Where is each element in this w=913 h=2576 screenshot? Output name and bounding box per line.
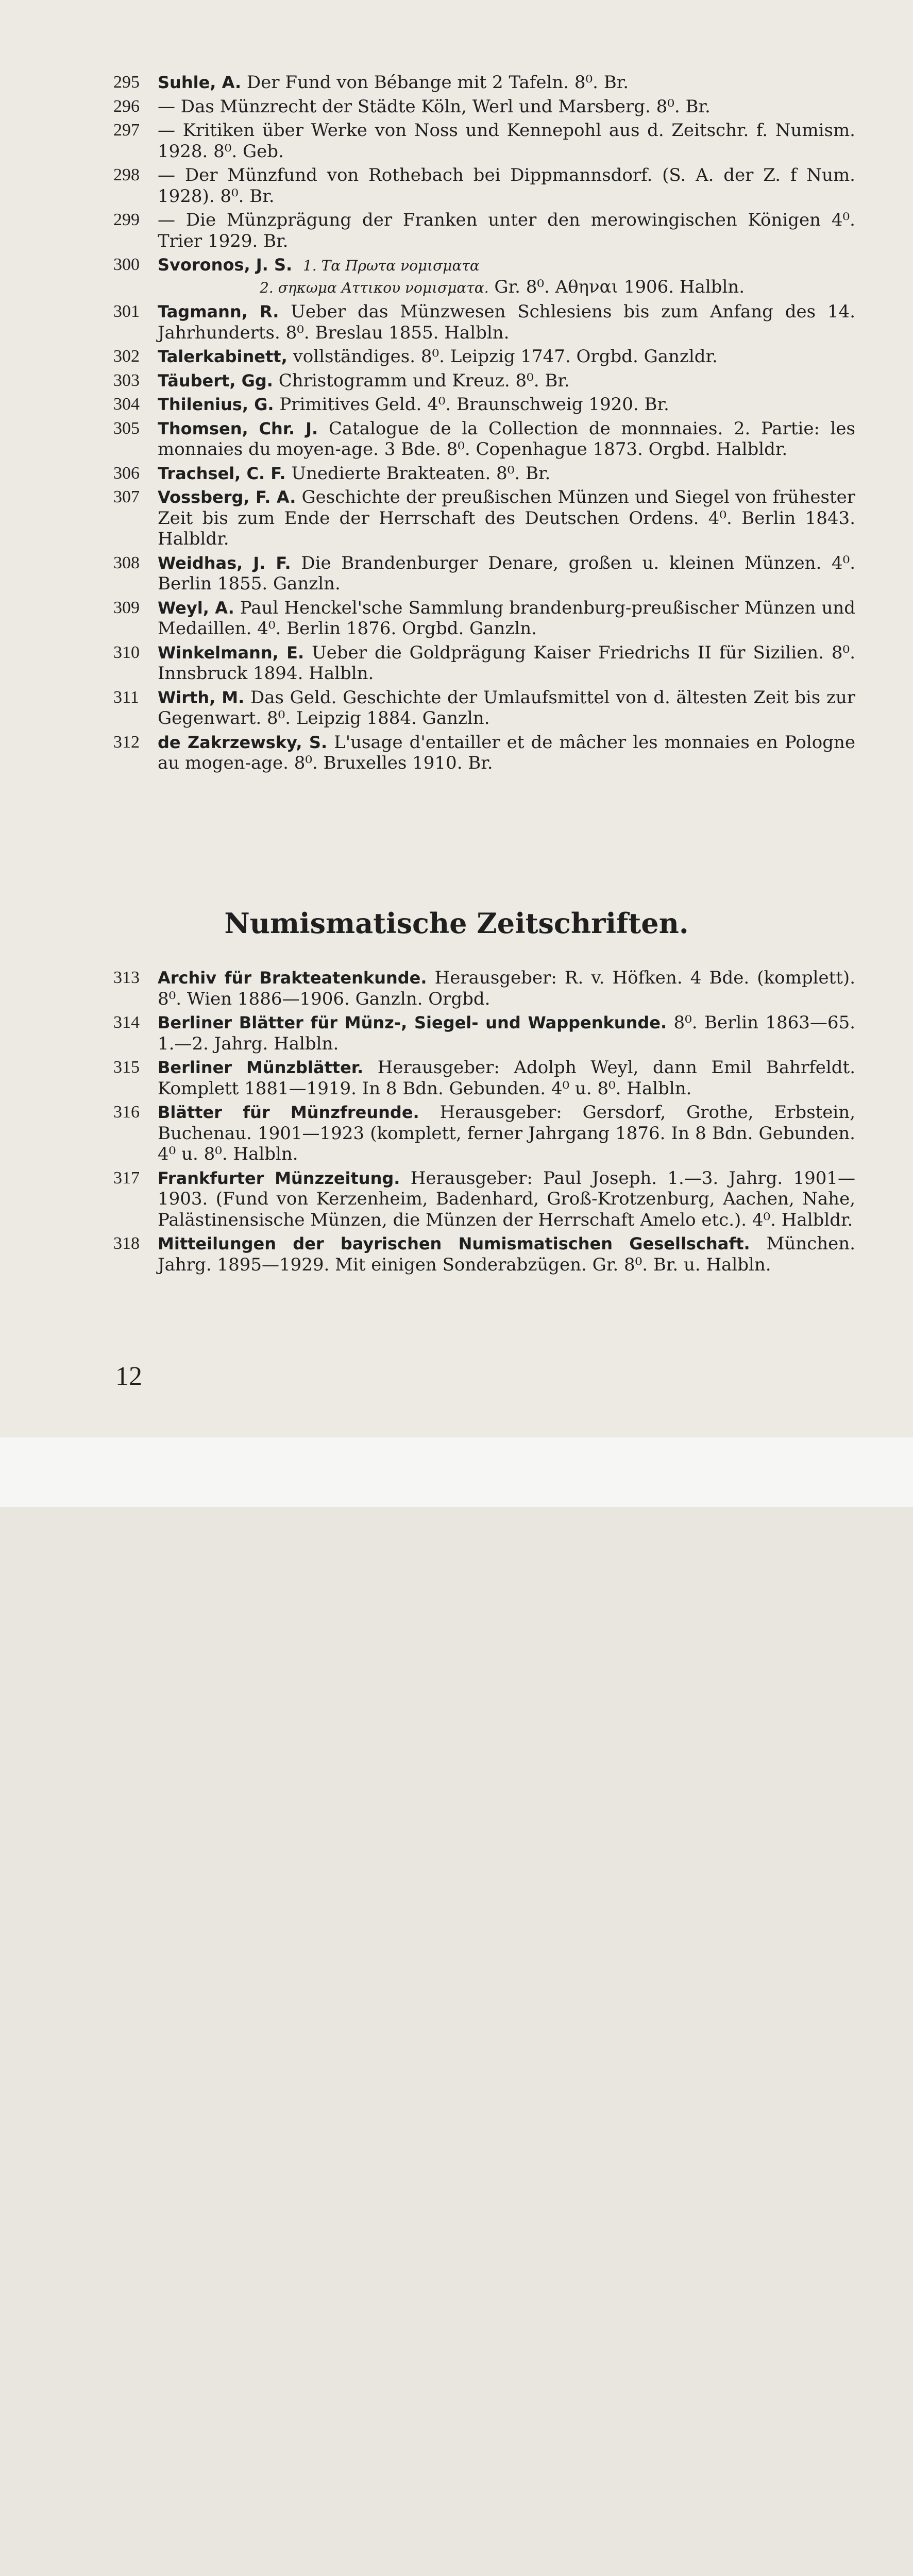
catalog-entry bbox=[113, 598, 855, 639]
entry-number: 298 bbox=[113, 165, 140, 184]
catalog-entry bbox=[113, 1012, 855, 1054]
entry-author: Archiv für Brakteatenkunde. bbox=[158, 968, 427, 988]
catalog-entry bbox=[113, 1102, 855, 1165]
entry-author: Winkelmann, E. bbox=[158, 642, 305, 663]
entry-number: 308 bbox=[113, 553, 140, 572]
entry-author: de Zakrzewsky, S. bbox=[158, 732, 328, 752]
entry-text: vollständiges. 8⁰. Leipzig 1747. Orgbd. Ganzldr. bbox=[293, 346, 718, 367]
catalog-entry bbox=[113, 1057, 855, 1099]
entry-author: Vossberg, F. A. bbox=[158, 487, 296, 507]
entry-text: Ueber das Münzwesen Schlesiens bis zum Anfang des 14. Jahrhunderts. 8⁰. Breslau 1855. Halbln. bbox=[158, 301, 855, 343]
catalog-entry bbox=[113, 301, 855, 343]
catalog-entry bbox=[113, 370, 855, 392]
entry-author: Frankfurter Münzzeitung. bbox=[158, 1168, 400, 1188]
page-number: 12 bbox=[115, 1362, 142, 1391]
entry-number: 295 bbox=[113, 73, 140, 92]
journal-entries bbox=[113, 968, 855, 1275]
entry-number: 312 bbox=[113, 732, 140, 752]
catalog-entry bbox=[113, 165, 855, 207]
catalog-entry bbox=[113, 1168, 855, 1231]
entry-text: Geschichte der preußischen Münzen und Siegel von frühester Zeit bis zum Ende der Herrschaft des Deutschen Ordens. 4⁰. Berlin 1843. Halbldr. bbox=[158, 487, 856, 549]
catalog-entry bbox=[113, 120, 855, 162]
entry-number: 306 bbox=[113, 463, 140, 483]
section-heading: Numismatische Zeitschriften. bbox=[224, 907, 689, 940]
entry-text: Das Geld. Geschichte der Umlaufsmittel von d. ältesten Zeit bis zur Gegenwart. 8⁰. Leipzig 1884. Ganzln. bbox=[158, 687, 856, 728]
entry-author: Suhle, A. bbox=[158, 73, 242, 92]
catalog-entry bbox=[113, 463, 855, 484]
entry-text: Ueber die Goldprägung Kaiser Friedrichs II für Sizilien. 8⁰. Innsbruck 1894. Halbln. bbox=[158, 642, 855, 684]
entry-text: — Der Münzfund von Rothebach bei Dippmannsdorf. (S. A. der Z. f Num. 1928). 8⁰. Br. bbox=[158, 165, 855, 207]
catalog-entry bbox=[113, 487, 855, 550]
entry-text: 8⁰. Berlin 1863—65. 1.—2. Jahrg. Halbln. bbox=[158, 1012, 856, 1054]
catalog-entry bbox=[113, 687, 855, 729]
catalog-entry bbox=[113, 72, 855, 93]
entry-number: 307 bbox=[113, 487, 140, 506]
entry-author: Berliner Münzblätter. bbox=[158, 1058, 364, 1077]
entry-author: Blätter für Münzfreunde. bbox=[158, 1103, 419, 1122]
catalog-entry bbox=[113, 732, 855, 774]
entry-number: 318 bbox=[113, 1234, 140, 1253]
entry-text: München. Jahrg. 1895—1929. Mit einigen Sonderabzügen. Gr. 8⁰. Br. u. Halbln. bbox=[158, 1233, 855, 1275]
catalog-entry bbox=[113, 1233, 855, 1275]
entry-number: 311 bbox=[113, 687, 139, 707]
entry-number: 303 bbox=[113, 370, 140, 390]
entry-number: 314 bbox=[113, 1013, 140, 1032]
entry-number: 315 bbox=[113, 1058, 140, 1077]
entry-text: Primitives Geld. 4⁰. Braunschweig 1920. Br. bbox=[279, 394, 669, 415]
entry-text: 1. Τα Πρωτα νομισματα bbox=[302, 257, 480, 274]
entry-number: 309 bbox=[113, 598, 140, 617]
entry-number: 304 bbox=[113, 395, 140, 414]
entry-author: Talerkabinett, bbox=[158, 347, 288, 366]
entry-number: 310 bbox=[113, 642, 140, 662]
entry-text: Catalogue de la Collection de monnnaies. 2. Partie: les monnaies du moyen-age. 3 Bde. 8⁰. Copenhague 1873. Orgbd. Halbldr. bbox=[158, 418, 855, 460]
catalog-entries bbox=[113, 72, 855, 774]
entry-text: — Kritiken über Werke von Noss und Kennepohl aus d. Zeitschr. f. Numism. 1928. 8⁰. Geb. bbox=[158, 120, 855, 162]
entry-author: Wirth, M. bbox=[158, 687, 245, 707]
entry-text: Herausgeber: Paul Joseph. 1.—3. Jahrg. 1901—1903. (Fund von Kerzenheim, Badenhard, Groß-Krotzenburg, Aachen, Nahe, Palästinensische Münzen, die Münzen der Herrschaft Amelo etc.). 4⁰. Halbldr. bbox=[158, 1167, 856, 1230]
entry-number: 297 bbox=[113, 121, 140, 140]
entry-text: L'usage d'entailler et de mâcher les monnaies en Pologne au mogen-age. 8⁰. Bruxelles 1910. Br. bbox=[158, 732, 856, 773]
entry-number: 305 bbox=[113, 418, 140, 438]
entry-text: — Die Münzprägung der Franken unter den merowingischen Königen 4⁰. Trier 1929. Br. bbox=[158, 210, 855, 251]
catalog-entry bbox=[113, 210, 855, 251]
catalog-entry bbox=[113, 96, 855, 117]
entry-author: Mitteilungen der bayrischen Numismatischen Gesellschaft. bbox=[158, 1234, 750, 1253]
entry-author: Thilenius, G. bbox=[158, 395, 274, 414]
entry-text: Die Brandenburger Denare, großen u. kleinen Münzen. 4⁰. Berlin 1855. Ganzln. bbox=[158, 552, 856, 594]
catalog-entry bbox=[113, 968, 855, 1009]
entry-number: 316 bbox=[113, 1103, 140, 1122]
entry-text: — Das Münzrecht der Städte Köln, Werl und Marsberg. 8⁰. Br. bbox=[158, 96, 711, 117]
entry-text: Herausgeber: Gersdorf, Grothe, Erbstein, Buchenau. 1901—1923 (komplett, ferner Jahrgang 1876. In 8 Bdn. Gebunden. 4⁰ u. 8⁰. Halbln. bbox=[158, 1102, 856, 1164]
entry-number: 302 bbox=[113, 347, 140, 366]
entry-author: Weyl, A. bbox=[158, 598, 234, 618]
entry-text: Der Fund von Bébange mit 2 Tafeln. 8⁰. Br. bbox=[246, 72, 629, 93]
catalog-entry bbox=[113, 346, 855, 367]
entry-number: 296 bbox=[113, 96, 140, 116]
entry-text: Herausgeber: R. v. Höfken. 4 Bde. (komplett). 8⁰. Wien 1886—1906. Ganzln. Orgbd. bbox=[158, 968, 856, 1009]
catalog-entry bbox=[113, 553, 855, 595]
entry-greek-title: 2. σηκωμα Αττικου νομισματα. bbox=[260, 279, 489, 296]
entry-text: Christogramm und Kreuz. 8⁰. Br. bbox=[278, 370, 570, 391]
entry-text: Herausgeber: Adolph Weyl, dann Emil Bahrfeldt. Komplett 1881—1919. In 8 Bdn. Gebunden. 4⁰ u. 8⁰. Halbln. bbox=[158, 1057, 856, 1099]
catalog-entry bbox=[113, 394, 855, 415]
entry-text: Paul Henckel'sche Sammlung brandenburg-preußischer Münzen und Medaillen. 4⁰. Berlin 1876. Orgbd. Ganzln. bbox=[158, 597, 855, 639]
entry-text: Unedierte Brakteaten. 8⁰. Br. bbox=[291, 463, 551, 484]
entry-author: Svoronos, J. S. bbox=[158, 255, 293, 275]
footer-bar bbox=[0, 1437, 913, 1507]
entry-author: Täubert, Gg. bbox=[158, 370, 273, 391]
entry-number: 317 bbox=[113, 1168, 140, 1188]
entry-number: 299 bbox=[113, 210, 140, 229]
catalog-entry bbox=[113, 418, 855, 460]
entry-author: Thomsen, Chr. J. bbox=[158, 418, 318, 438]
entry-number: 301 bbox=[113, 302, 140, 321]
entry-author: Tagmann, R. bbox=[158, 302, 279, 321]
entry-author: Weidhas, J. F. bbox=[158, 553, 291, 573]
entry-number: 313 bbox=[113, 968, 140, 987]
entry-author: Trachsel, C. F. bbox=[158, 463, 286, 483]
catalog-entry bbox=[113, 642, 855, 684]
entry-number: 300 bbox=[113, 255, 140, 274]
catalog-entry bbox=[113, 255, 855, 298]
entry-text-continued: Gr. 8⁰. Αθηναι 1906. Halbln. bbox=[494, 276, 745, 297]
entry-author: Berliner Blätter für Münz-, Siegel- und Wappenkunde. bbox=[158, 1013, 667, 1032]
